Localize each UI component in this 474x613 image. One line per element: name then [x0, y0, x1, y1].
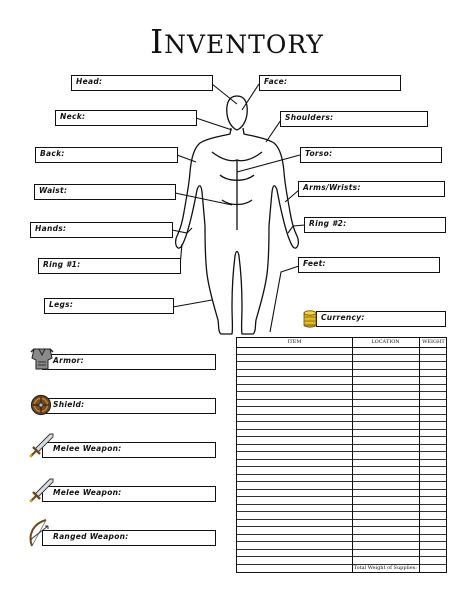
table-row[interactable]	[237, 505, 446, 513]
gold-coins-icon	[302, 308, 318, 328]
legs-label: Legs:	[49, 300, 74, 309]
table-row[interactable]	[237, 550, 446, 558]
neck-label: Neck:	[60, 112, 86, 121]
table-row[interactable]	[237, 385, 446, 393]
hands-label: Hands:	[35, 224, 67, 233]
bow-icon	[26, 518, 52, 548]
table-row[interactable]	[237, 347, 446, 355]
weight-column-header: WEIGHT	[422, 339, 445, 345]
face-field[interactable]	[259, 75, 401, 91]
neck-field[interactable]	[55, 110, 197, 126]
table-row[interactable]	[237, 542, 446, 550]
torso-label: Torso:	[305, 149, 333, 158]
melee-weapon-2-label: Melee Weapon:	[53, 488, 122, 497]
table-row[interactable]	[237, 362, 446, 370]
table-row[interactable]	[237, 355, 446, 363]
table-row[interactable]	[237, 445, 446, 453]
legs-field[interactable]	[44, 298, 174, 314]
armor-field[interactable]	[42, 354, 216, 370]
ring-1-field[interactable]	[38, 258, 181, 274]
round-shield-icon	[30, 394, 52, 416]
arms-wrists-label: Arms/Wrists:	[303, 183, 361, 192]
melee-weapon-2-field[interactable]	[42, 486, 216, 502]
shoulders-field[interactable]	[280, 111, 428, 127]
back-label: Back:	[40, 149, 65, 158]
table-row[interactable]	[237, 467, 446, 475]
table-row[interactable]	[237, 415, 446, 423]
table-row[interactable]	[237, 490, 446, 498]
table-row[interactable]	[237, 400, 446, 408]
table-row[interactable]	[237, 392, 446, 400]
feet-label: Feet:	[303, 259, 326, 268]
torso-field[interactable]	[300, 147, 442, 163]
helmet-armor-icon	[30, 346, 54, 372]
table-row[interactable]	[237, 497, 446, 505]
total-weight-label: Total Weight of Supplies:	[353, 565, 417, 571]
column-divider	[352, 338, 353, 572]
shield-field[interactable]	[42, 398, 216, 414]
table-row[interactable]	[237, 370, 446, 378]
location-column-header: LOCATION	[371, 339, 400, 345]
table-row[interactable]	[237, 535, 446, 543]
table-row[interactable]	[237, 407, 446, 415]
melee-weapon-1-field[interactable]	[42, 442, 216, 458]
feet-field[interactable]	[298, 257, 440, 273]
ring-1-label: Ring #1:	[43, 260, 81, 269]
table-row[interactable]	[237, 520, 446, 528]
ring-2-field[interactable]	[304, 217, 446, 233]
table-row[interactable]	[237, 437, 446, 445]
table-row[interactable]	[237, 557, 446, 565]
supplies-table	[236, 337, 447, 573]
table-row[interactable]	[237, 422, 446, 430]
arms-wrists-field[interactable]	[298, 181, 445, 197]
table-row[interactable]	[237, 430, 446, 438]
column-divider	[419, 338, 420, 572]
ring-2-label: Ring #2:	[309, 219, 347, 228]
sword-icon	[28, 432, 54, 458]
table-row[interactable]	[237, 527, 446, 535]
back-field[interactable]	[35, 147, 178, 163]
page-title: INVENTORY	[150, 22, 324, 61]
table-rows	[237, 347, 446, 572]
currency-field[interactable]	[316, 311, 446, 327]
armor-label: Armor:	[53, 356, 84, 365]
shoulders-label: Shoulders:	[285, 113, 334, 122]
table-row[interactable]	[237, 475, 446, 483]
waist-field[interactable]	[34, 184, 176, 200]
ranged-weapon-field[interactable]	[42, 530, 216, 546]
table-row[interactable]	[237, 512, 446, 520]
sword-icon	[28, 477, 54, 503]
currency-label: Currency:	[321, 313, 365, 322]
head-field[interactable]	[71, 75, 213, 91]
hands-field[interactable]	[30, 222, 173, 238]
ranged-weapon-label: Ranged Weapon:	[53, 532, 129, 541]
waist-label: Waist:	[39, 186, 68, 195]
head-label: Head:	[76, 77, 103, 86]
table-row[interactable]	[237, 460, 446, 468]
table-row[interactable]	[237, 377, 446, 385]
melee-weapon-1-label: Melee Weapon:	[53, 444, 122, 453]
shield-label: Shield:	[53, 400, 85, 409]
item-column-header: ITEM	[287, 339, 302, 345]
face-label: Face:	[264, 77, 288, 86]
table-row[interactable]	[237, 452, 446, 460]
table-row[interactable]	[237, 482, 446, 490]
